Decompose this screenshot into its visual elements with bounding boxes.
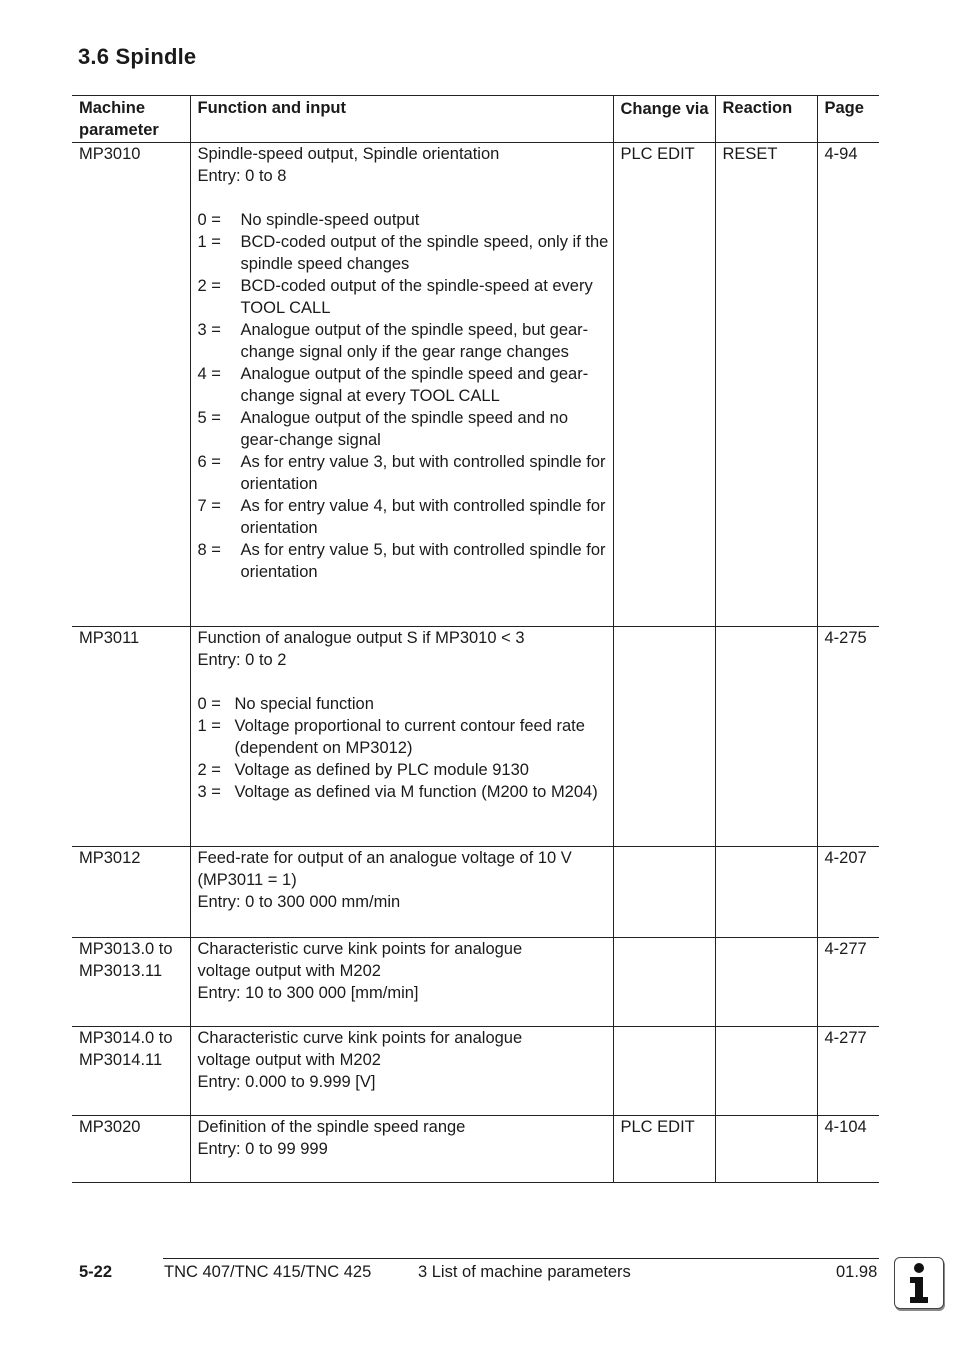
option-text: Voltage as defined via M function (M200 to M204) [234, 783, 598, 801]
header-change-via: Change via [613, 96, 715, 143]
description-line: Definition of the spindle speed range [197, 1118, 466, 1136]
header-function-and-input: Function and input [190, 96, 613, 143]
description-line: voltage output with M202 [197, 1051, 381, 1069]
page-ref-cell: 4-277 [817, 938, 879, 1027]
option-text: Analogue output of the spindle speed, but gear-change signal only if the gear range changes [240, 321, 589, 361]
function-cell [190, 938, 613, 1027]
param-cell: MP3011 [79, 629, 140, 647]
header-reaction: Reaction [715, 96, 817, 143]
option-key: 0 = [197, 695, 221, 713]
description-line: Spindle-speed output, Spindle orientation [197, 145, 500, 163]
option-text: Analogue output of the spindle speed and no gear-change signal [240, 409, 569, 449]
option-item [198, 715, 609, 759]
option-key: 1 = [197, 717, 221, 735]
function-cell [190, 1116, 613, 1183]
option-key: 7 = [197, 497, 221, 515]
header-machine-parameter: Machine parameter [79, 99, 159, 139]
page-title: 3.6 Spindle [78, 44, 197, 69]
change-via-cell: PLC EDIT [613, 1116, 715, 1183]
info-icon [894, 1257, 944, 1309]
table-row [72, 627, 879, 847]
description-line: Entry: 0 to 99 999 [197, 1140, 328, 1158]
page-ref-cell: 4-277 [817, 1027, 879, 1116]
param-cell: MP3010 [79, 145, 141, 163]
page-ref-cell: 4-275 [817, 627, 879, 847]
description-line: Entry: 0 to 300 000 mm/min [197, 893, 401, 911]
option-item [198, 495, 609, 539]
param-cell: MP3020 [79, 1118, 141, 1136]
change-via-cell [613, 627, 715, 847]
description-line: (MP3011 = 1) [197, 871, 297, 889]
option-item [198, 759, 609, 781]
function-cell [190, 847, 613, 938]
option-list [198, 209, 609, 583]
option-key: 0 = [197, 211, 221, 229]
option-item [198, 231, 609, 275]
reaction-cell: RESET [715, 143, 817, 627]
table-header-row [72, 96, 879, 143]
param-cell: MP3014.0 to MP3014.11 [79, 1029, 173, 1069]
change-via-cell [613, 938, 715, 1027]
change-via-cell [613, 1027, 715, 1116]
function-cell [190, 627, 613, 847]
description-line: Entry: 0 to 8 [197, 167, 287, 185]
option-text: As for entry value 4, but with controlled spindle for orientation [240, 497, 606, 537]
option-item [198, 781, 609, 803]
reaction-cell [715, 1116, 817, 1183]
page-ref-cell: 4-94 [817, 143, 879, 627]
option-text: BCD-coded output of the spindle speed, only if the spindle speed changes [240, 233, 609, 273]
option-item [198, 451, 609, 495]
table-row [72, 847, 879, 938]
option-item [198, 275, 609, 319]
description-line: Entry: 0 to 2 [197, 651, 287, 669]
option-text: Analogue output of the spindle speed and gear-change signal at every TOOL CALL [240, 365, 589, 405]
option-key: 2 = [197, 761, 221, 779]
footer-divider [163, 1258, 879, 1259]
option-list [198, 693, 609, 803]
table-row [72, 1027, 879, 1116]
option-text: Voltage as defined by PLC module 9130 [234, 761, 529, 779]
footer-model: TNC 407/TNC 415/TNC 425 [164, 1263, 372, 1281]
table-row [72, 938, 879, 1027]
option-text: As for entry value 3, but with controlled spindle for orientation [240, 453, 606, 493]
option-item [198, 539, 609, 583]
option-item [198, 319, 609, 363]
page-ref-cell: 4-207 [817, 847, 879, 938]
option-key: 3 = [197, 783, 221, 801]
page-ref-cell: 4-104 [817, 1116, 879, 1183]
description-line: Characteristic curve kink points for analogue [197, 1029, 523, 1047]
option-text: As for entry value 5, but with controlled spindle for orientation [240, 541, 606, 581]
description-line: Entry: 10 to 300 000 [mm/min] [197, 984, 419, 1002]
change-via-cell: PLC EDIT [613, 143, 715, 627]
option-key: 6 = [197, 453, 221, 471]
option-item [198, 209, 609, 231]
description-line: Feed-rate for output of an analogue voltage of 10 V [197, 849, 572, 867]
function-cell [190, 1027, 613, 1116]
option-key: 3 = [197, 321, 221, 339]
option-key: 5 = [197, 409, 221, 427]
description-line: Characteristic curve kink points for analogue [197, 940, 523, 958]
description-line: Entry: 0.000 to 9.999 [V] [197, 1073, 376, 1091]
option-key: 4 = [197, 365, 221, 383]
option-key: 2 = [197, 277, 221, 295]
reaction-cell [715, 847, 817, 938]
reaction-cell [715, 627, 817, 847]
reaction-cell [715, 1027, 817, 1116]
option-text: BCD-coded output of the spindle-speed at every TOOL CALL [240, 277, 593, 317]
footer-date: 01.98 [836, 1263, 878, 1281]
machine-parameter-table [72, 95, 879, 1183]
footer-page-number: 5-22 [79, 1263, 113, 1281]
option-text: No special function [234, 695, 374, 713]
option-item [198, 407, 609, 451]
option-key: 8 = [197, 541, 221, 559]
reaction-cell [715, 938, 817, 1027]
option-text: No spindle-speed output [240, 211, 420, 229]
option-key: 1 = [197, 233, 221, 251]
header-page: Page [817, 96, 879, 143]
option-text: Voltage proportional to current contour feed rate (dependent on MP3012) [234, 717, 585, 757]
table-row [72, 1116, 879, 1183]
table-row [72, 143, 879, 627]
description-line: Function of analogue output S if MP3010 < 3 [197, 629, 525, 647]
function-cell [190, 143, 613, 627]
description-line: voltage output with M202 [197, 962, 381, 980]
change-via-cell [613, 847, 715, 938]
footer-section: 3 List of machine parameters [418, 1263, 631, 1281]
param-cell: MP3013.0 to MP3013.11 [79, 940, 173, 980]
option-item [198, 363, 609, 407]
param-cell: MP3012 [79, 849, 141, 867]
option-item [198, 693, 609, 715]
